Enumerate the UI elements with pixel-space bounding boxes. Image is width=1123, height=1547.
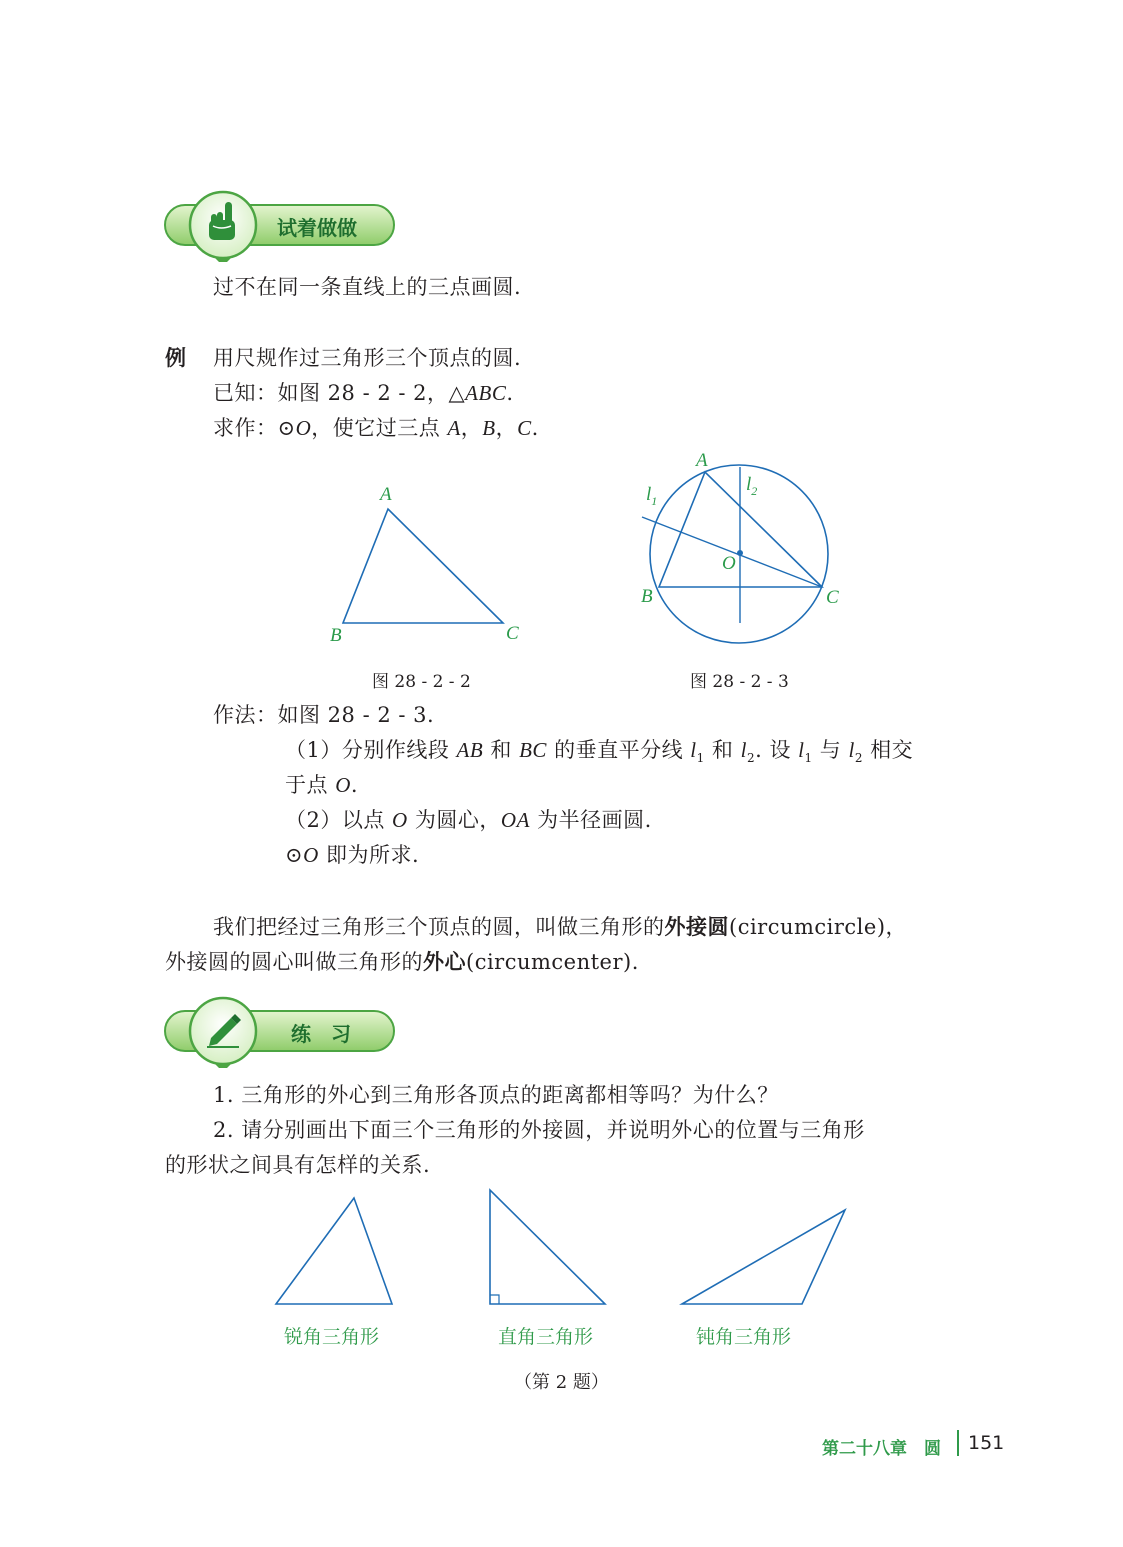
fig2-label-a: A (696, 450, 708, 471)
fig1-label-b: B (330, 625, 342, 646)
given-end: . (506, 381, 514, 405)
acute-triangle (276, 1198, 392, 1304)
exercise-2-line2: 的形状之间具有怎样的关系. (165, 1153, 431, 1177)
method-step1-line2: 于点 O. (285, 773, 359, 797)
find-prefix: 求作：⊙ (213, 416, 296, 440)
right-caption: 直角三角形 (498, 1326, 594, 1348)
find-a: A (447, 416, 461, 440)
example-line1: 用尺规作过三角形三个顶点的圆. (213, 346, 522, 370)
pencil-icon (203, 1010, 243, 1052)
exercise-1: 1. 三角形的外心到三角形各顶点的距离都相等吗？为什么？ (213, 1083, 779, 1107)
footer-divider (957, 1430, 959, 1456)
given-abc: ABC (465, 381, 507, 405)
fig2-label-o: O (722, 553, 736, 574)
find-end: . (531, 416, 539, 440)
fig2-caption: 图 28 - 2 - 3 (690, 672, 789, 692)
method-step1: （1）分别作线段 AB 和 BC 的垂直平分线 $l_1$ 和 $l_2$. 设 $l_1$ 与 $l_2$ 相交 (285, 738, 914, 766)
point-o (737, 550, 743, 556)
method-step2: （2）以点 O 为圆心，OA 为半径画圆. (285, 808, 652, 832)
acute-caption: 锐角三角形 (284, 1326, 380, 1348)
definition-line2: 外接圆的圆心叫做三角形的外心(circumcenter). (165, 950, 639, 974)
try-banner (163, 190, 398, 262)
try-text: 过不在同一条直线上的三点画圆. (213, 275, 522, 299)
figure-28-2-3 (630, 445, 860, 645)
find-sep1: ， (460, 416, 483, 440)
find-o: O (295, 416, 312, 440)
example-tag: 例 (165, 346, 187, 370)
fig2-label-c: C (826, 587, 839, 608)
hand-icon (205, 200, 241, 248)
find-b: B (482, 416, 496, 440)
right-triangle (490, 1190, 605, 1304)
fig2-label-l2: $l_2$ (746, 474, 758, 498)
page-number: 151 (968, 1432, 1005, 1454)
practice-banner-title: 练 习 (291, 1022, 351, 1046)
practice-banner-shape (163, 996, 398, 1068)
exercise-2-line1: 2. 请分别画出下面三个三角形的外接圆，并说明外心的位置与三角形 (213, 1118, 865, 1142)
fig1-caption: 图 28 - 2 - 2 (372, 672, 471, 692)
chapter-title: 第二十八章 圆 (822, 1439, 941, 1459)
find-mid: ，使它过三点 (311, 416, 448, 440)
definition-line1: 我们把经过三角形三个顶点的圆，叫做三角形的外接圆(circumcircle)， (213, 915, 908, 939)
figure-28-2-2 (320, 480, 540, 650)
exercise-triangles (260, 1180, 860, 1315)
example-find (213, 413, 539, 443)
exercise-2-caption: （第 2 题） (514, 1372, 609, 1393)
fig1-label-a: A (380, 484, 392, 505)
line-l1 (642, 517, 822, 587)
obtuse-triangle (682, 1210, 845, 1304)
fig2-label-b: B (641, 586, 653, 607)
triangle-abc (343, 509, 503, 623)
method-head: 作法：如图 28 - 2 - 3. (213, 703, 435, 727)
right-angle-mark (490, 1295, 499, 1304)
term-circumcircle: 外接圆 (664, 915, 729, 939)
method-step3: ⊙O 即为所求. (285, 843, 420, 867)
fig1-label-c: C (506, 623, 519, 644)
practice-banner (163, 996, 398, 1068)
find-sep2: ， (495, 416, 518, 440)
given-prefix: 已知：如图 28 - 2 - 2，△ (213, 381, 466, 405)
try-banner-title: 试着做做 (277, 216, 357, 240)
fig2-label-l1: $l_1$ (646, 484, 658, 508)
example-given (213, 378, 514, 408)
find-c: C (517, 416, 532, 440)
term-circumcenter: 外心 (423, 950, 466, 974)
obtuse-caption: 钝角三角形 (696, 1326, 792, 1348)
